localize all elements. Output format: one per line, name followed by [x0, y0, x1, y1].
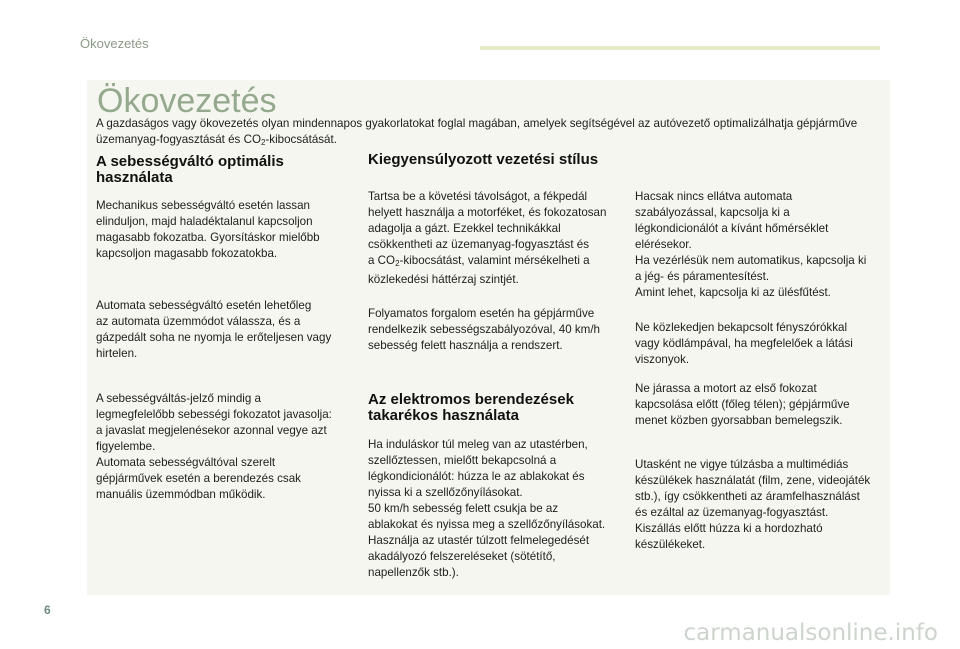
- col1-paragraph-3: A sebességváltás-jelző mindig a legmegfelelőbb sebességi fokozatot javasolja: a javaslat megjelenésekor azonnal vegye azt figyelembe. Automata sebességváltóval szerelt gépjárművek esetén a berendezés csak manuális üzemmódban működik.: [96, 392, 332, 501]
- intro-paragraph: [96, 116, 886, 151]
- col2-paragraph-3: Ha induláskor túl meleg van az utastérben, szellőztessen, mielőtt bekapcsolná a légkondicionálót: húzza le az ablakokat és nyissa ki a szellőzőnyílásokat. 50 km/h sebesség felett csukja be az ablakokat és nyissa meg a szellőzőnyílásokat. Használja az utastér túlzott felmelegedését akadályozó felszereléseket (sötétítő, napellenzők stb.).: [368, 438, 606, 579]
- page-title: Ökovezetés: [97, 82, 277, 120]
- col2-p1-text: Tartsa be a követési távolságot, a fékpedál helyett használja a motorféket, és fokozatosan adagolja a gázt. Ezekkel technikákkal csökkentheti az üzemanyag-fogyasztást és a CO: [368, 190, 607, 267]
- intro-text-end: -kibocsátását.: [265, 133, 337, 146]
- col2-heading-2: Az elektromos berendezések takarékos használata: [368, 391, 574, 424]
- intro-subscript: 2: [260, 138, 266, 147]
- col2-paragraph-2: Folyamatos forgalom esetén ha gépjárműve rendelkezik sebességszabályozóval, 40 km/h sebesség felett használja a rendszert.: [368, 307, 600, 352]
- intro-text: A gazdaságos vagy ökovezetés olyan mindennapos gyakorlatokat foglal magában, amelyek segítségével az autóvezető optimalizálhatja gépjárműve üzemanyag-fogyasztását és CO: [96, 117, 858, 146]
- col1-paragraph-1: Mechanikus sebességváltó esetén lassan elinduljon, majd haladéktalanul kapcsoljon magasabb fokozatba. Gyorsításkor mielőbb kapcsoljon magasabb fokozatokba.: [96, 199, 320, 260]
- col1-paragraph-2: Automata sebességváltó esetén lehetőleg az automata üzemmódot válassza, és a gázpedált soha ne nyomja le erőteljesen vagy hirtelen.: [96, 299, 332, 360]
- header-rule: [480, 46, 880, 50]
- watermark: carmanualsonline.info: [683, 620, 938, 646]
- col3-paragraph-1: Hacsak nincs ellátva automata szabályozással, kapcsolja ki a légkondicionálót a kívánt hőmérséklet elérésekor. Ha vezérlésük nem automatikus, kapcsolja ki a jég- és páramentesítést. Amint lehet, kapcsolja ki az ülésfűtést.: [635, 190, 867, 299]
- col1-heading: A sebességváltó optimális használata: [96, 153, 284, 186]
- col3-paragraph-4: Utasként ne vigye túlzásba a multimédiás készülékek használatát (film, zene, videojáték stb.), így csökkentheti az áramfelhasználást és ezáltal az üzemanyag-fogyasztást. Kiszállás előtt húzza ki a hordozható készülékeket.: [635, 458, 871, 551]
- running-header: Ökovezetés: [80, 36, 149, 51]
- page-number: 6: [44, 603, 51, 617]
- col3-paragraph-3: Ne járassa a motort az első fokozat kapcsolása előtt (főleg télen); gépjárműve menet közben gyorsabban bemelegszik.: [635, 382, 850, 427]
- col2-p1-text-end: -kibocsátást, valamint mérsékelheti a közlekedési háttérzaj szintjét.: [368, 254, 590, 286]
- col2-heading: Kiegyensúlyozott vezetési stílus: [368, 151, 599, 168]
- col2-p1-subscript: 2: [395, 259, 400, 268]
- col2-paragraph-1: [368, 189, 630, 288]
- col3-paragraph-2: Ne közlekedjen bekapcsolt fényszórókkal vagy ködlámpával, ha megfelelőek a látási viszonyok.: [635, 321, 853, 366]
